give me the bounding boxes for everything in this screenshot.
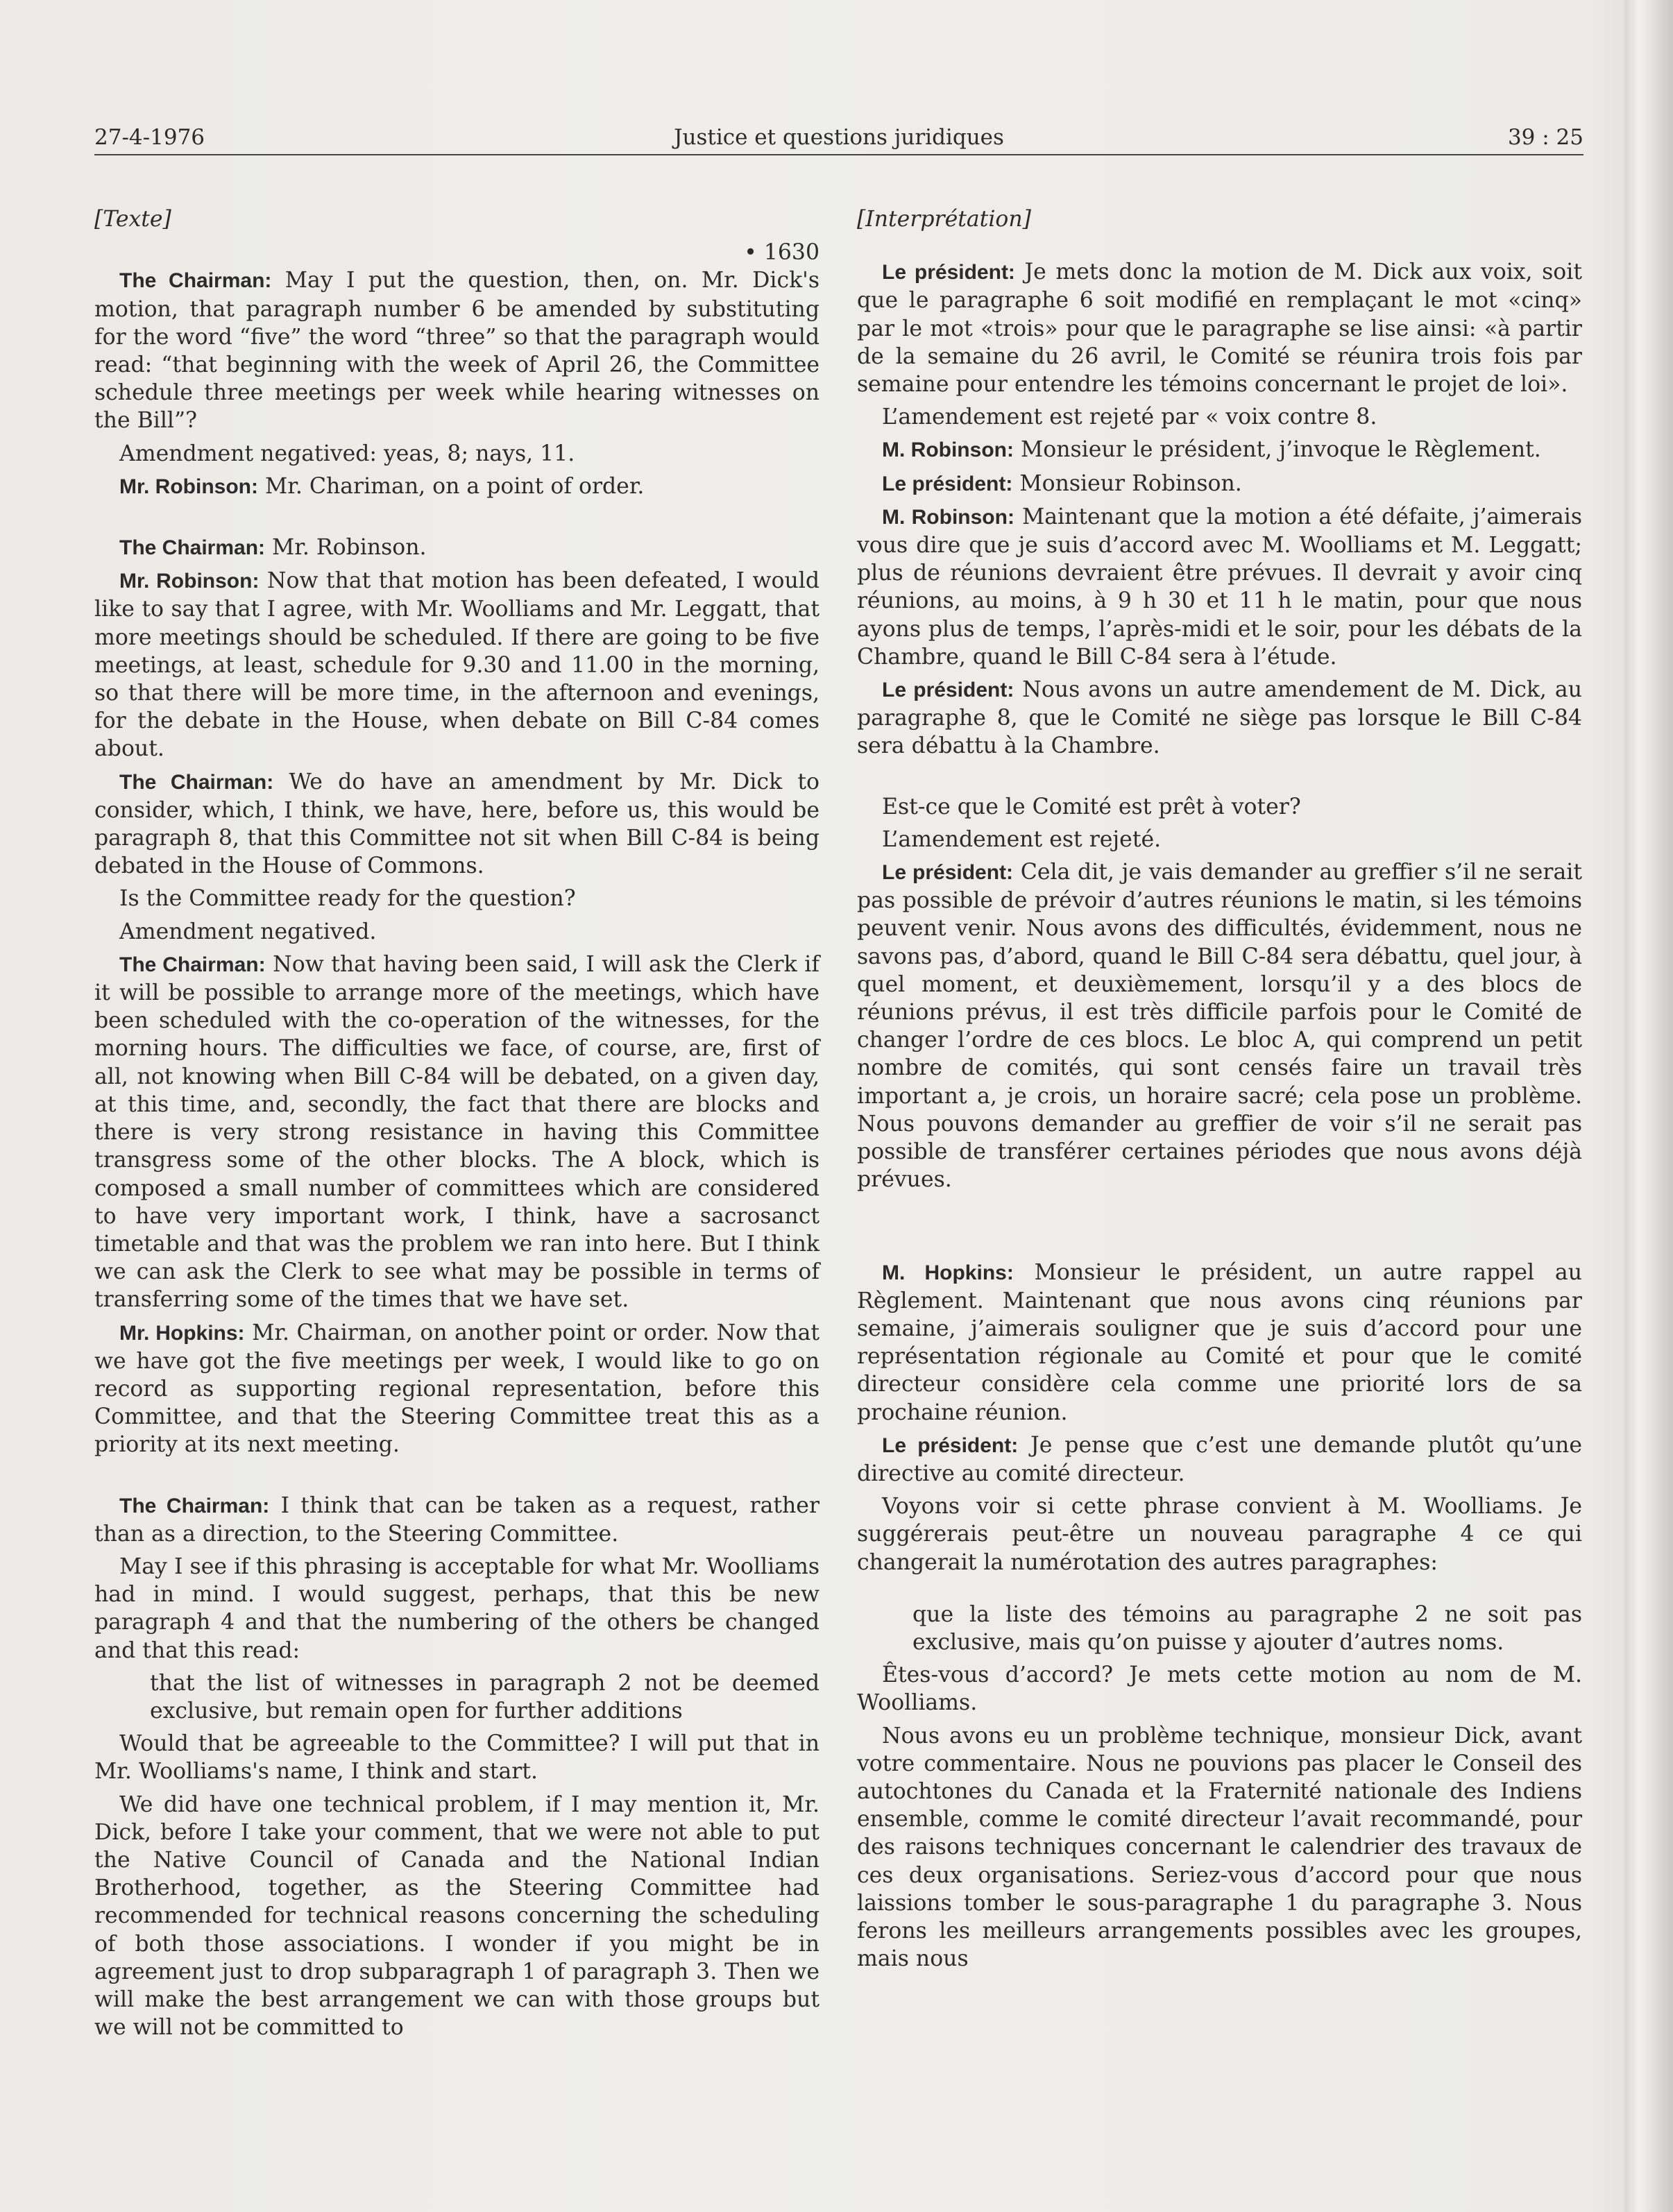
speaker: Mr. Robinson: xyxy=(119,475,258,498)
paragraph xyxy=(94,473,819,501)
paragraph: Nous avons eu un problème technique, monsieur Dick, avant votre commentaire. Nous ne pouvions pas placer le Conseil des autochtones du Canada et la Fraternité nationale des Indiens ensemble, comme le comité directeur l’avait recommandé, pour des raisons techniques concernant le calendrier des travaux de ces deux organisations. Seriez-vous d’accord pour que nous laissions tomber le sous-paragraphe 1 du paragraphe 3. Nous ferons les meilleurs arrangements possibles avec les groupes, mais nous xyxy=(857,1723,1582,1972)
quoted-motion: that the list of witnesses in paragraph 2 not be deemed exclusive, but remain open for further additions xyxy=(150,1670,819,1724)
speaker: The Chairman: xyxy=(119,770,274,794)
speaker: Mr. Robinson: xyxy=(119,570,260,593)
paragraph: Amendment negatived: yeas, 8; nays, 11. xyxy=(119,441,575,466)
paragraph: Is the Committee ready for the question? xyxy=(119,886,576,912)
speech: Now that that motion has been defeated, I would like to say that I agree, with Mr. Woolliams and Mr. Leggatt, that more meetings should be scheduled. If there are going to be five meetings, at least, schedule for 9.30 and 11.00 in the morning, so that there will be more time, in the afternoon and evenings, for the debate in the House, when debate on Bill C-84 comes about. xyxy=(94,568,820,762)
paragraph xyxy=(94,768,819,880)
speaker: The Chairman: xyxy=(119,953,266,976)
paragraph xyxy=(857,1259,1582,1427)
speech: Cela dit, je vais demander au greffier s’il ne serait pas possible de prévoir d’autres réunions le matin, si les témoins peuvent venir. Nous avons des difficultés, évidemment, nous ne savons pas, d’abord, quand le Bill C-84 sera débattu, quel jour, à quel moment, et deuxièmement, lorsqu’il y a des blocs de réunions prévus, il est très difficile parfois pour le Comité de changer l’ordre de ces blocs. Le bloc A, qui comprend un petit nombre de comités, qui sont censés faire un travail très important a, je crois, un horaire sacré; cela pose un problème. Nous pouvons demander au greffier de voir s’il ne serait pas possible de transférer certaines périodes que nous avons déjà prévues. xyxy=(857,860,1582,1193)
paragraph xyxy=(94,567,819,763)
paragraph xyxy=(94,1492,819,1548)
header-page-number: 39 : 25 xyxy=(1507,125,1583,150)
speaker: Le président: xyxy=(882,861,1014,885)
speech: Nous avons un autre amendement de M. Dick, au paragraphe 8, que le Comité ne siège pas lorsque le Bill C-84 sera débattu à la Chambre. xyxy=(857,677,1582,759)
speaker: The Chairman: xyxy=(119,536,266,560)
speaker: The Chairman: xyxy=(119,1494,270,1517)
speaker: Le président: xyxy=(882,472,1013,495)
speech: Mr. Chairman, on another point or order. Now that we have got the five meetings per week, I would like to go on record as supporting regional representation, before this Committee, and that the Steering Committee treat this as a priority at its next meeting. xyxy=(94,1320,820,1458)
speech: Maintenant que la motion a été défaite, j’aimerais vous dire que je suis d’accord avec M. Woolliams et M. Leggatt; plus de réunions devraient être prévues. Il devrait y avoir cinq réunions, au moins, à 9 h 30 et 11 h le matin, pour que nous ayons plus de temps, l’après-midi et le soir, pour les débats de la Chambre, quand le Bill C-84 sera à l’étude. xyxy=(857,504,1582,670)
speech: Monsieur Robinson. xyxy=(1012,470,1242,496)
section-label: [Texte] xyxy=(94,207,171,232)
speaker: Mr. Hopkins: xyxy=(119,1321,245,1345)
speaker: Le président: xyxy=(882,1433,1019,1457)
paragraph xyxy=(857,858,1582,1193)
page-edge xyxy=(1624,0,1673,2212)
paragraph: We did have one technical problem, if I may mention it, Mr. Dick, before I take your comment, that we were not able to put the Native Council of Canada and the National Indian Brotherhood, together, as the Steering Committee had recommended for technical reasons concerning the scheduling of both those associations. I wonder if you might be in agreement just to drop subparagraph 1 of paragraph 3. Then we will make the best arrangement we can with those groups but we will not be committed to xyxy=(94,1792,819,2041)
running-header xyxy=(94,119,1583,155)
paragraph xyxy=(857,258,1582,398)
speech: Monsieur le président, un autre rappel au Règlement. Maintenant que nous avons cinq réunions par semaine, j’aimerais souligner que je suis d’accord pour une représentation régionale au Comité et pour que le comité directeur considère cela comme une priorité lors de sa prochaine réunion. xyxy=(857,1259,1582,1425)
header-title: Justice et questions juridiques xyxy=(674,125,1004,150)
paragraph: Would that be agreeable to the Committee? I will put that in Mr. Woolliams's name, I think and start. xyxy=(94,1731,819,1785)
speech: I think that can be taken as a request, rather than as a direction, to the Steering Committee. xyxy=(94,1492,819,1547)
speaker: The Chairman: xyxy=(119,269,272,293)
speaker: Le président: xyxy=(882,679,1014,702)
header-date: 27-4-1976 xyxy=(94,125,205,150)
paragraph xyxy=(94,534,819,562)
speech: Je mets donc la motion de M. Dick aux voix, soit que le paragraphe 6 soit modifié en remplaçant le mot «cinq» par le mot «trois» pour que le paragraphe se lise ainsi: «à partir de la semaine du 26 avril, le Comité se réunira trois fois par semaine pour entendre les témoins concernant le projet de loi». xyxy=(857,260,1582,398)
speech: Now that having been said, I will ask the Clerk if it will be possible to arrange more of the meetings, which have been scheduled with the co-operation of the witnesses, for the morning hours. The difficulties we face, of course, are, first of all, not knowing when Bill C-84 will be debated, on a given day, at this time, and, secondly, the fact that there are blocks and there is very strong resistance in having this Committee transgress some of the other blocks. The A block, which is composed a small number of committees which are considered to have very important work, I think, have a sacrosanct timetable and that was the problem we ran into here. But I think we can ask the Clerk to see what may be possible in terms of transferring some of the times that we have set. xyxy=(94,951,819,1313)
speech: Monsieur le président, j’invoque le Règlement. xyxy=(1013,437,1541,463)
speech: Je pense que c’est une demande plutôt qu’une directive au comité directeur. xyxy=(857,1432,1582,1486)
speech: May I put the question, then, on. Mr. Dick's motion, that paragraph number 6 be amended by substituting for the word “five” the word “three” so that the paragraph would read: “that beginning with the week of April 26, the Committee schedule three meetings per week while hearing witnesses on the Bill”? xyxy=(94,268,819,434)
speech: Mr. Robinson. xyxy=(265,535,427,561)
quoted-motion: que la liste des témoins au paragraphe 2 ne soit pas exclusive, mais qu’on puisse y ajouter d’autres noms. xyxy=(912,1601,1582,1655)
paragraph: L’amendement est rejeté par « voix contre 8. xyxy=(882,405,1377,430)
paragraph xyxy=(857,1431,1582,1488)
paragraph: Est-ce que le Comité est prêt à voter? xyxy=(882,794,1301,819)
french-column xyxy=(857,205,1582,1977)
paragraph xyxy=(94,266,819,434)
english-column xyxy=(94,205,819,2046)
speaker: Le président: xyxy=(882,261,1015,284)
paragraph xyxy=(857,503,1582,671)
paragraph xyxy=(94,1319,819,1459)
paragraph: Amendment negatived. xyxy=(119,919,377,944)
paragraph xyxy=(857,436,1582,464)
paragraph xyxy=(857,676,1582,760)
paragraph: Voyons voir si cette phrase convient à M. Woolliams. Je suggérerais peut-être un nouveau paragraphe 4 ce qui changerait la numérotation des autres paragraphes: xyxy=(857,1494,1582,1575)
speaker: M. Robinson: xyxy=(882,505,1014,529)
speaker: M. Hopkins: xyxy=(882,1261,1014,1284)
paragraph xyxy=(94,951,819,1314)
section-label: [Interprétation] xyxy=(857,207,1031,232)
paragraph: May I see if this phrasing is acceptable for what Mr. Woolliams had in mind. I would suggest, perhaps, that this be new paragraph 4 and that the numbering of the others be changed and that this read: xyxy=(94,1554,819,1663)
paragraph: Êtes-vous d’accord? Je mets cette motion au nom de M. Woolliams. xyxy=(857,1662,1582,1716)
time-marker: • 1630 xyxy=(744,240,819,266)
paragraph xyxy=(857,470,1582,498)
paragraph: L’amendement est rejeté. xyxy=(882,826,1162,852)
speech: We do have an amendment by Mr. Dick to consider, which, I think, we have, here, before us, this would be paragraph 8, that this Committee not sit when Bill C-84 is being debated in the House of Commons. xyxy=(94,769,819,879)
speaker: M. Robinson: xyxy=(882,439,1014,462)
speech: Mr. Chariman, on a point of order. xyxy=(257,473,645,499)
